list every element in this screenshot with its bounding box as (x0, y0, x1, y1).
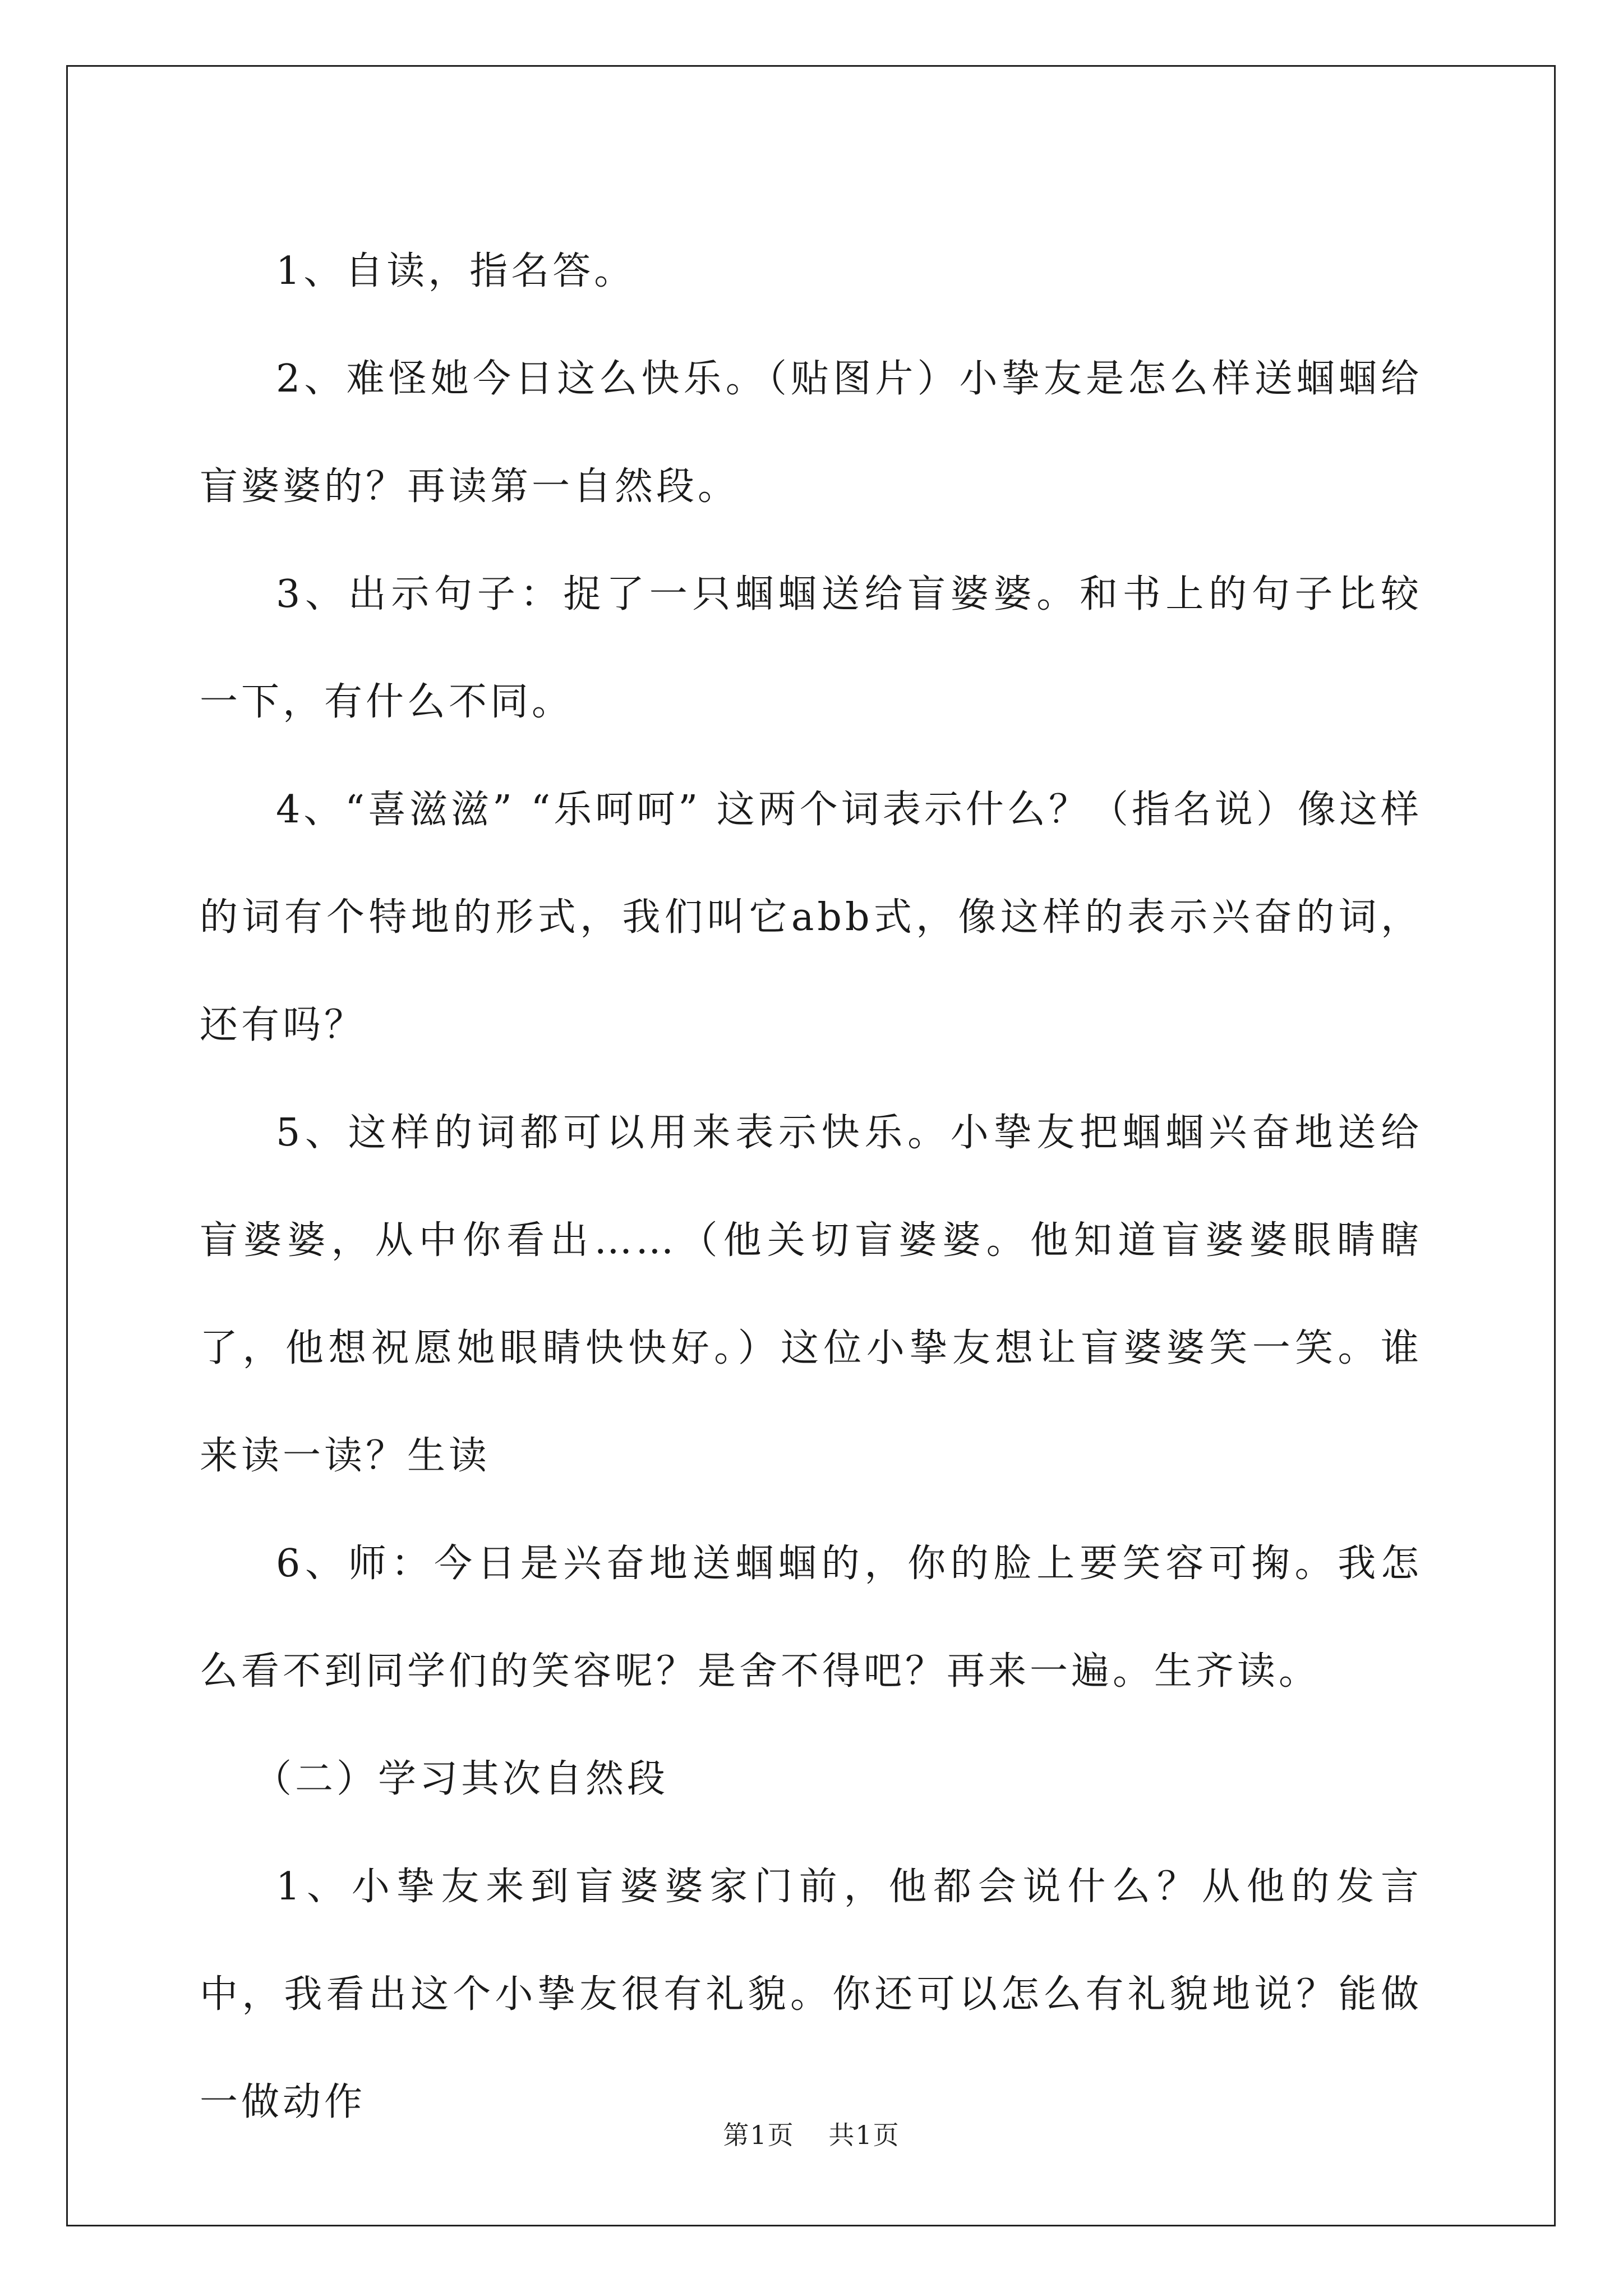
paragraph-2: 2、难怪她今日这么快乐。（贴图片）小挚友是怎么样送蝈蝈给盲婆婆的？再读第一自然段。 (200, 357, 1422, 509)
page-total: 共1页 (828, 2120, 900, 2150)
paragraph-3: 3、出示句子：捉了一只蝈蝈送给盲婆婆。和书上的句子比较一下，有什么不同。 (200, 572, 1422, 724)
paragraph-5: 5、这样的词都可以用来表示快乐。小挚友把蝈蝈兴奋地送给盲婆婆，从中你看出……（他关切盲婆婆。他知道盲婆婆眼睛瞎了，他想祝愿她眼睛快快好。）这位小挚友想让盲婆婆笑一笑。谁来读一读？生读 (200, 1111, 1422, 1478)
paragraph-7: 1、小挚友来到盲婆婆家门前，他都会说什么？从他的发言中，我看出这个小挚友很有礼貌。你还可以怎么有礼貌地说？能做一做动作 (200, 1865, 1422, 2124)
paragraph-1: 1、自读，指名答。 (276, 249, 636, 293)
section-heading: （二）学习其次自然段 (253, 1757, 669, 1801)
paragraph-6: 6、师：今日是兴奋地送蝈蝈的，你的脸上要笑容可掬。我怎么看不到同学们的笑容呢？是舍不得吧？再来一遍。生齐读。 (200, 1542, 1422, 1694)
document-body (200, 218, 1422, 2156)
page-number: 第1页 (723, 2120, 795, 2150)
paragraph-4: 4、“喜滋滋” “乐呵呵” 这两个词表示什么？（指名说）像这样的词有个特地的形式，我们叫它abb式，像这样的表示兴奋的词，还有吗？ (200, 788, 1422, 1047)
page-footer (0, 2115, 1623, 2152)
